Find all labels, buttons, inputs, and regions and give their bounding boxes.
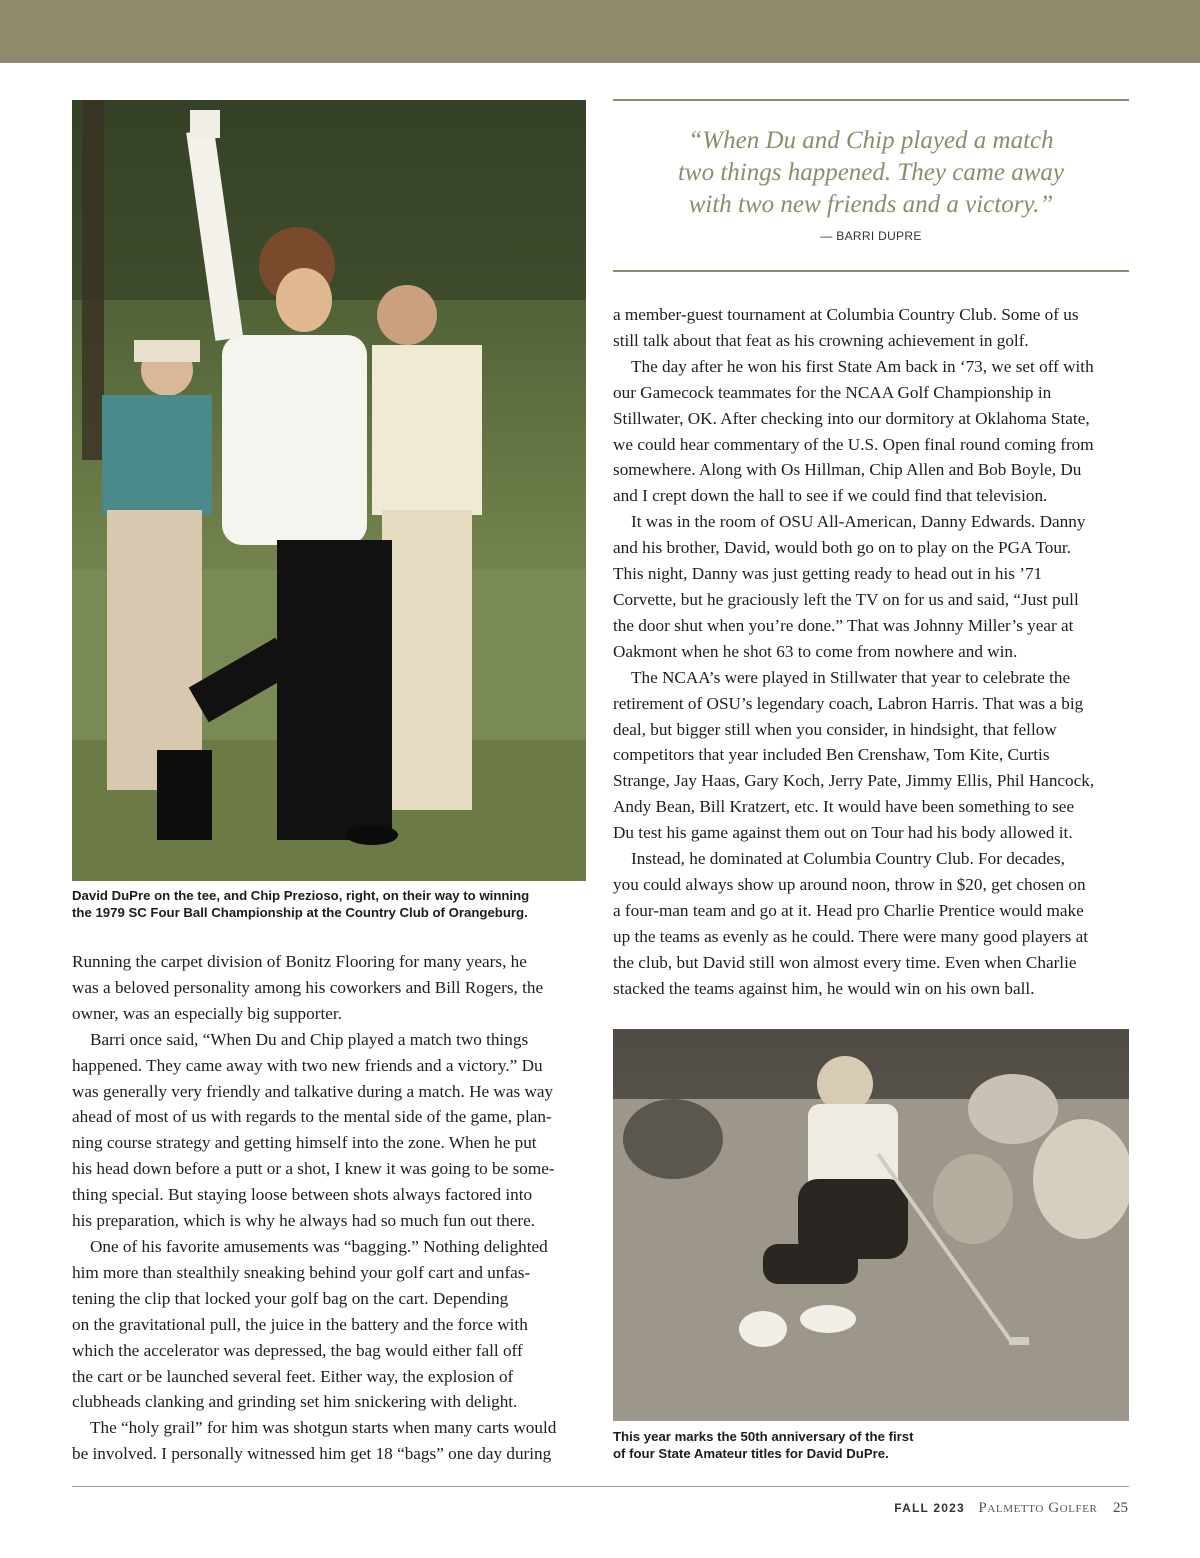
body-line: It was in the room of OSU All-American, Danny Edwards. Danny bbox=[631, 512, 1086, 532]
body-line: owner, was an especially big supporter. bbox=[72, 1003, 342, 1023]
body-line: and I crept down the hall to see if we could find that television. bbox=[613, 486, 1048, 506]
photo-caption-right bbox=[613, 1428, 973, 1462]
footer-rule bbox=[72, 1486, 1129, 1487]
body-line: was generally very friendly and talkative during a match. He was way bbox=[72, 1081, 554, 1101]
body-line: the club, but David still won almost every time. Even when Charlie bbox=[613, 952, 1077, 972]
body-line: Barri once said, “When Du and Chip played a match two things bbox=[90, 1029, 529, 1049]
body-line: stacked the teams against him, he would win on his own ball. bbox=[613, 978, 1035, 998]
photo-golfer-lining-up-putt-illustration bbox=[613, 1029, 1129, 1421]
body-line: The day after he won his first State Am back in ‘73, we set off with bbox=[631, 356, 1094, 376]
body-line: the door shut when you’re done.” That was Johnny Miller’s year at bbox=[613, 615, 1074, 635]
body-line: Du test his game against them out on Tour had his body allowed it. bbox=[613, 823, 1073, 843]
pull-quote-rule-top bbox=[613, 99, 1129, 101]
photo-golfer-lining-up-putt bbox=[613, 1029, 1129, 1421]
body-line: his head down before a putt or a shot, I knew it was going to be some- bbox=[72, 1159, 555, 1179]
body-line: Corvette, but he graciously left the TV on for us and said, “Just pull bbox=[613, 589, 1079, 609]
body-line: competitors that year included Ben Crenshaw, Tom Kite, Curtis bbox=[613, 745, 1050, 765]
body-line: a four-man team and go at it. Head pro Charlie Prentice would make bbox=[613, 900, 1084, 920]
pull-quote bbox=[613, 125, 1129, 221]
body-line: happened. They came away with two new friends and a victory.” Du bbox=[72, 1055, 543, 1075]
body-line: on the gravitational pull, the juice in the battery and the force with bbox=[72, 1314, 528, 1334]
body-line: Stillwater, OK. After checking into our dormitory at Oklahoma State, bbox=[613, 408, 1090, 428]
body-line: thing special. But staying loose between shots always factored into bbox=[72, 1185, 533, 1205]
caption-line: the 1979 SC Four Ball Championship at the Country Club of Orangeburg. bbox=[72, 905, 528, 920]
pull-quote-line: “When Du and Chip played a match bbox=[688, 127, 1054, 154]
photo-golfer-on-tee bbox=[72, 100, 586, 881]
body-line: our Gamecock teammates for the NCAA Golf Championship in bbox=[613, 382, 1052, 402]
body-line: the cart or be launched several feet. Either way, the explosion of bbox=[72, 1366, 514, 1386]
body-line: a member-guest tournament at Columbia Country Club. Some of us bbox=[613, 305, 1079, 324]
body-line: ning course strategy and getting himself into the zone. When he put bbox=[72, 1133, 537, 1153]
article-column-right bbox=[613, 302, 1138, 1001]
page-footer bbox=[894, 1500, 1128, 1517]
magazine-name: Palmetto Golfer bbox=[978, 1500, 1098, 1516]
body-line: Running the carpet division of Bonitz Flooring for many years, he bbox=[72, 952, 527, 971]
caption-line: David DuPre on the tee, and Chip Prezioso, right, on their way to winning bbox=[72, 888, 530, 903]
body-line: retirement of OSU’s legendary coach, Labron Harris. That was a big bbox=[613, 693, 1084, 713]
body-line: ahead of most of us with regards to the mental side of the game, plan- bbox=[72, 1107, 552, 1127]
body-line: his preparation, which is why he always had so much fun out there. bbox=[72, 1211, 535, 1231]
pull-quote-rule-bottom bbox=[613, 270, 1129, 272]
body-line: Instead, he dominated at Columbia Country Club. For decades, bbox=[631, 849, 1065, 869]
body-line: which the accelerator was depressed, the bag would either fall off bbox=[72, 1340, 523, 1360]
body-line: was a beloved personality among his coworkers and Bill Rogers, the bbox=[72, 977, 544, 997]
pull-quote-line: with two new friends and a victory.” bbox=[688, 191, 1054, 218]
body-line: deal, but bigger still when you consider, in hindsight, that fellow bbox=[613, 719, 1057, 739]
header-color-band bbox=[0, 0, 1200, 63]
body-line: tening the clip that locked your golf bag on the cart. Depending bbox=[72, 1288, 509, 1308]
caption-line: This year marks the 50th anniversary of the first bbox=[613, 1429, 914, 1444]
body-line: somewhere. Along with Os Hillman, Chip Allen and Bob Boyle, Du bbox=[613, 460, 1082, 480]
issue-label: FALL 2023 bbox=[894, 1501, 965, 1515]
caption-line: of four State Amateur titles for David DuPre. bbox=[613, 1446, 889, 1461]
body-line: One of his favorite amusements was “bagging.” Nothing delighted bbox=[90, 1236, 548, 1256]
body-line: we could hear commentary of the U.S. Open final round coming from bbox=[613, 434, 1094, 454]
article-column-left bbox=[72, 949, 592, 1467]
body-line: be involved. I personally witnessed him get 18 “bags” one day during bbox=[72, 1444, 552, 1464]
body-line: This night, Danny was just getting ready to head out in his ’71 bbox=[613, 564, 1043, 584]
photo-caption-left bbox=[72, 887, 572, 921]
body-line: Andy Bean, Bill Kratzert, etc. It would have been something to see bbox=[613, 797, 1075, 817]
body-line: still talk about that feat as his crowning achievement in golf. bbox=[613, 330, 1029, 350]
body-line: you could always show up around noon, throw in $20, get chosen on bbox=[613, 874, 1086, 894]
body-line: Strange, Jay Haas, Gary Koch, Jerry Pate, Jimmy Ellis, Phil Hancock, bbox=[613, 771, 1095, 791]
pull-quote-line: two things happened. They came away bbox=[677, 159, 1065, 186]
photo-golfer-on-tee-illustration bbox=[72, 100, 586, 881]
body-line: clubheads clanking and grinding set him snickering with delight. bbox=[72, 1392, 518, 1412]
pull-quote-attribution: — BARRI DUPRE bbox=[820, 229, 922, 243]
body-line: up the teams as evenly as he could. There were many good players at bbox=[613, 926, 1089, 946]
page-number: 25 bbox=[1113, 1500, 1128, 1516]
body-line: and his brother, David, would both go on to play on the PGA Tour. bbox=[613, 538, 1072, 558]
body-line: him more than stealthily sneaking behind your golf cart and unfas- bbox=[72, 1262, 531, 1282]
body-line: The “holy grail” for him was shotgun starts when many carts would bbox=[90, 1418, 557, 1438]
body-line: The NCAA’s were played in Stillwater that year to celebrate the bbox=[631, 667, 1071, 687]
body-line: Oakmont when he shot 63 to come from nowhere and win. bbox=[613, 641, 1018, 661]
